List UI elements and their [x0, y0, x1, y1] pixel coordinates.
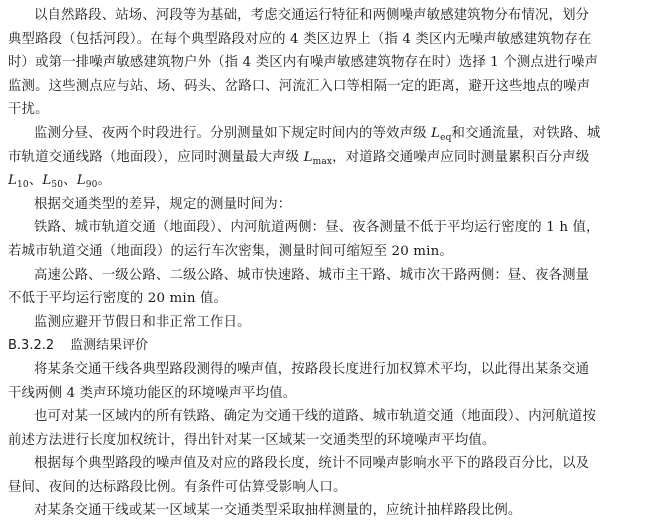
paragraph-avoid-holidays [8, 311, 642, 335]
paragraph-regional-statistics [8, 405, 642, 452]
text-line: 典型路段（包括河段）。在每个典型路段对应的 4 类区边界上（指 4 类区内无噪声敏感建筑物存在 [8, 31, 592, 47]
text-line: 也可对某一区域内的所有铁路、确定为交通干线的道路、城市轨道交通（地面段）、内河航道按 [34, 409, 597, 425]
paragraph-weighted-average [8, 358, 642, 405]
text-line: 对某条交通干线或某一区域某一交通类型采取抽样测量的，应统计抽样路段比例。 [34, 503, 522, 519]
symbol-leq: $L_{eq}$ [431, 125, 452, 143]
text-line: 将某条交通干线各典型路段测得的噪声值，按路段长度进行加权算术平均，以此得出某条交通 [34, 361, 590, 377]
text-segment: 和交通流量，对铁路、城 [451, 125, 601, 141]
symbol-l50: $L_{50}$ [42, 173, 64, 191]
text-line: 前述方法进行长度加权统计，得出针对某一区域某一交通类型的环境噪声平均值。 [8, 432, 496, 448]
paragraph-road-percentage [8, 452, 642, 499]
section-heading [8, 334, 642, 358]
text-segment: 监测分昼、夜两个时段进行。分别测量如下规定时间内的等效声级 [34, 125, 432, 141]
text-line: 昼间、夜间的达标路段比例。有条件可估算受影响人口。 [8, 479, 347, 495]
separator: 、 [28, 173, 43, 189]
paragraph-sampling-ratio [8, 499, 642, 523]
text-line: 不低于平均运行密度的 20 min 值。 [8, 291, 228, 307]
section-number: B.3.2.2 [8, 338, 55, 354]
text-segment: 市轨道交通线路（地面段），应同时测量最大声级 [8, 149, 304, 165]
separator: 、 [63, 173, 77, 189]
text-line: 干扰。 [8, 102, 49, 118]
text-line: 高速公路、一级公路、二级公路、城市快速路、城市主干路、城市次干路两侧：昼、夜各测量 [34, 267, 590, 283]
text-line [8, 169, 642, 193]
text-line: 以自然路段、站场、河段等为基础，考虑交通运行特征和两侧噪声敏感建筑物分布情况，划分 [34, 8, 590, 23]
paragraph-railway-time [8, 216, 642, 263]
paragraph-highway-time [8, 264, 642, 311]
section-title: 监测结果评价 [70, 338, 149, 354]
text-line: 监测应避开节假日和非正常工作日。 [34, 314, 251, 330]
paragraph-measurement-periods [8, 122, 642, 193]
text-line: 铁路、城市轨道交通（地面段）、内河航道两侧：昼、夜各测量不低于平均运行密度的 1 h 值， [34, 220, 600, 236]
symbol-l90: $L_{90}$ [76, 173, 98, 191]
symbol-l10: $L_{10}$ [8, 173, 29, 191]
text-line: 监测。这些测点应与站、场、码头、岔路口、河流汇入口等相隔一定的距离，避开这些地点的噪声 [8, 78, 591, 94]
text-line: 根据交通类型的差异，规定的测量时间为： [34, 196, 292, 212]
text-line: 若城市轨道交通（地面段）的运行车次密集，测量时间可缩短至 20 min。 [8, 243, 453, 259]
text-line [8, 122, 642, 146]
paragraph-monitoring-points [8, 4, 642, 122]
symbol-lmax: $L_{max}$ [303, 149, 333, 167]
text-segment: 。 [97, 173, 112, 189]
text-line: 时）或第一排噪声敏感建筑物户外（指 4 类区内有噪声敏感建筑物存在时）选择 1 个测点进行噪声 [8, 55, 599, 71]
text-segment: ，对道路交通噪声应同时测量累积百分声级 [332, 149, 590, 165]
text-line [8, 146, 642, 170]
paragraph-measurement-time-intro [8, 193, 642, 217]
text-line: 根据每个典型路段的噪声值及对应的路段长度，统计不同噪声影响水平下的路段百分比，以及 [34, 456, 590, 472]
text-line: 干线两侧 4 类声环境功能区的环境噪声平均值。 [8, 385, 297, 401]
